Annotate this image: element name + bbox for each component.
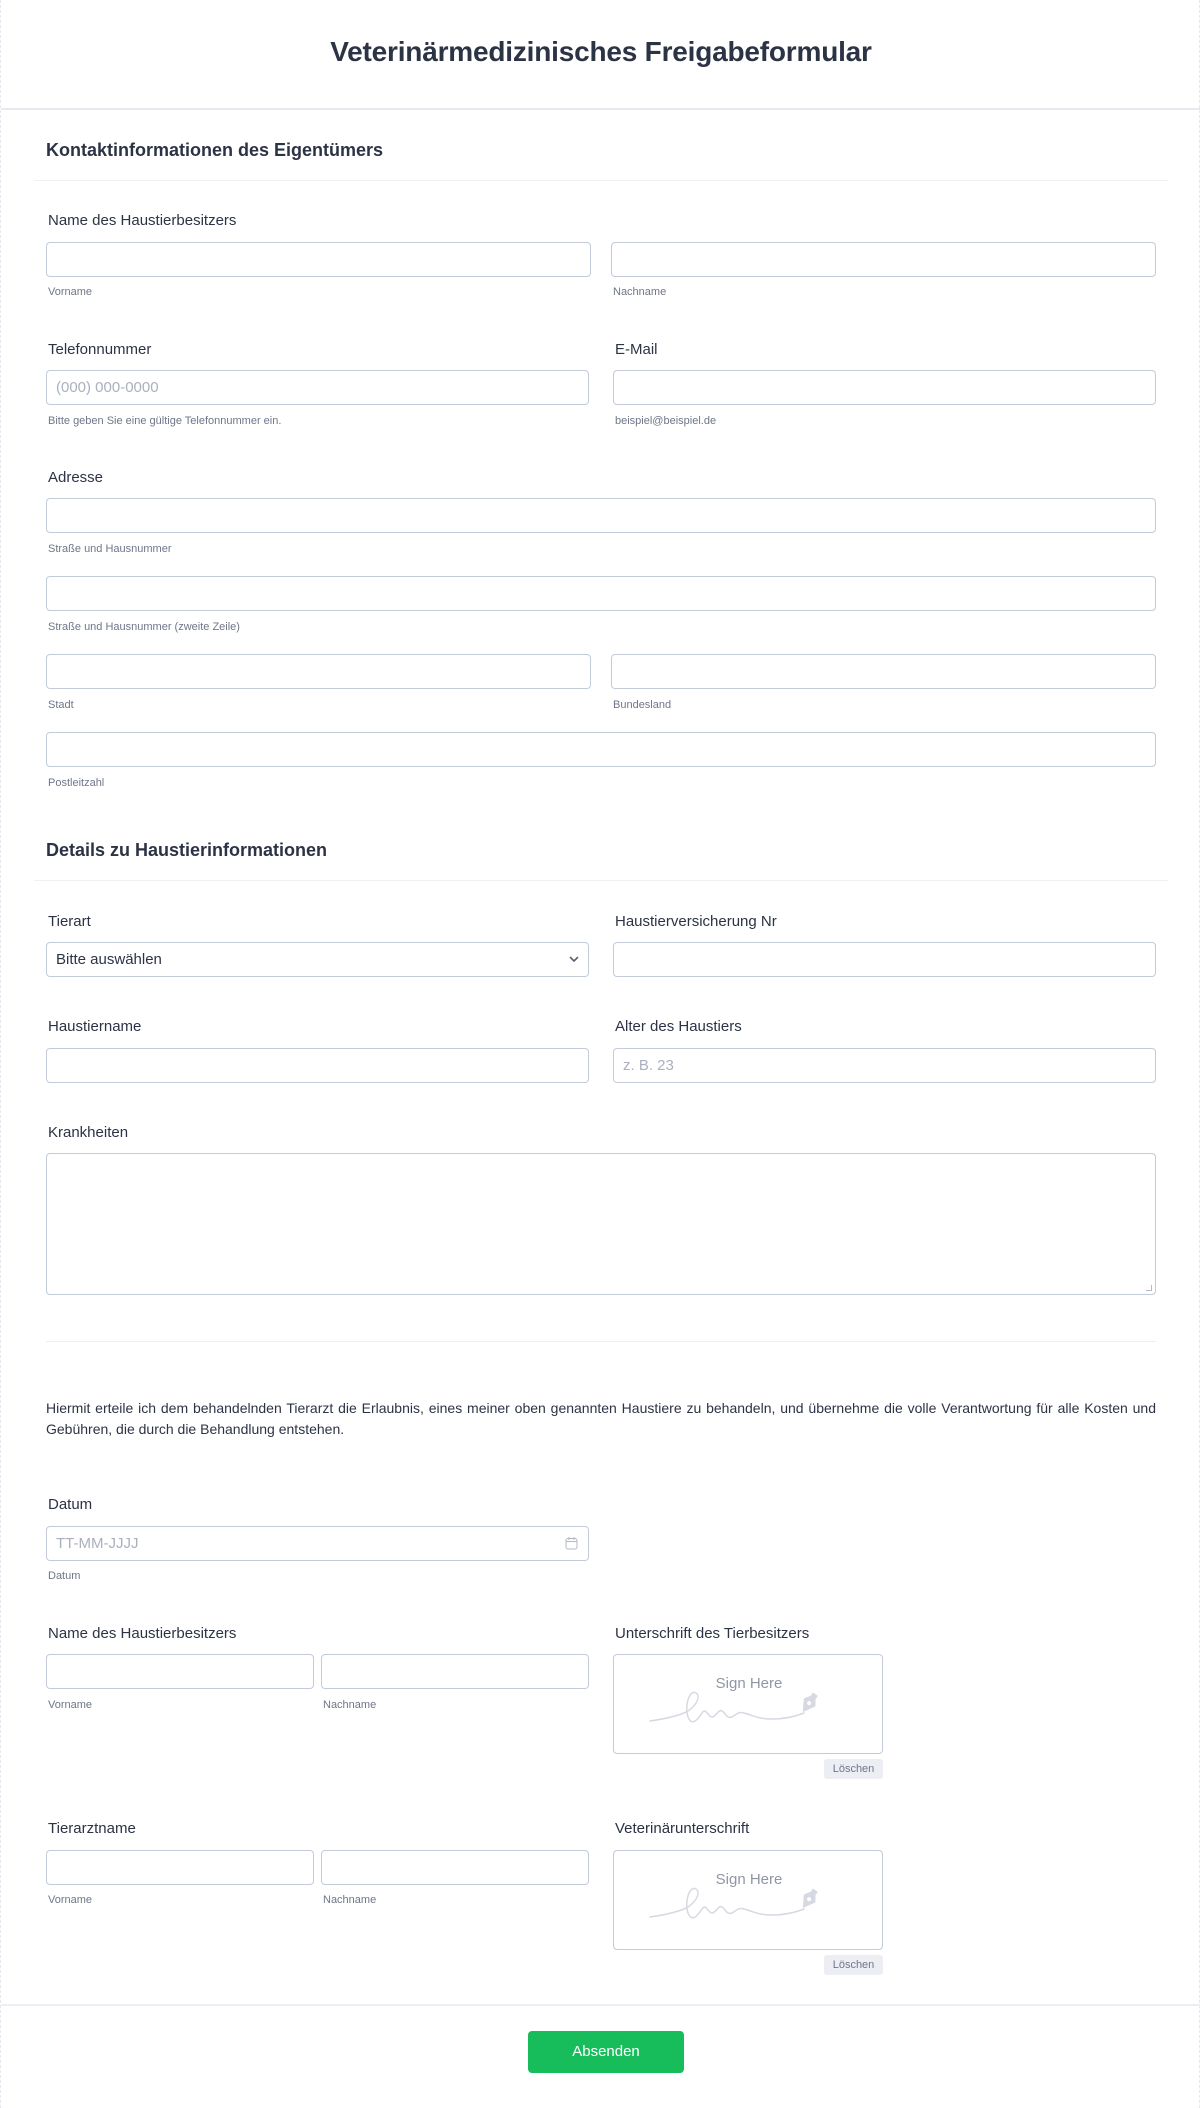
owner-signature-pad[interactable] bbox=[613, 1654, 883, 1754]
section-divider bbox=[34, 880, 1168, 881]
address-label: Adresse bbox=[48, 469, 104, 486]
pet-age-label: Alter des Haustiers bbox=[615, 1018, 742, 1035]
signature-scribble-icon bbox=[644, 1879, 854, 1929]
animal-type-selected: Bitte auswählen bbox=[56, 951, 162, 968]
section-divider bbox=[34, 180, 1168, 181]
animal-type-label: Tierart bbox=[48, 913, 91, 930]
owner-first-name-sublabel: Vorname bbox=[48, 286, 93, 298]
pet-name-input[interactable] bbox=[46, 1048, 589, 1083]
street2-input[interactable] bbox=[46, 576, 1156, 611]
vet-last-name-sublabel: Nachname bbox=[323, 1894, 377, 1906]
owner-name2-label: Name des Haustierbesitzers bbox=[48, 1625, 237, 1642]
submit-button[interactable]: Absenden bbox=[528, 2031, 684, 2073]
insurance-input[interactable] bbox=[613, 942, 1156, 977]
vet-signature-clear-button[interactable]: Löschen bbox=[824, 1955, 883, 1975]
footer-divider bbox=[1, 2004, 1200, 2006]
form-title: Veterinärmedizinisches Freigabeformular bbox=[330, 36, 872, 67]
email-sublabel: beispiel@beispiel.de bbox=[615, 415, 717, 427]
zip-sublabel: Postleitzahl bbox=[48, 777, 105, 789]
phone-label: Telefonnummer bbox=[48, 341, 152, 358]
date-label: Datum bbox=[48, 1496, 93, 1513]
vet-last-name-input[interactable] bbox=[321, 1850, 589, 1885]
illnesses-label: Krankheiten bbox=[48, 1124, 129, 1141]
city-sublabel: Stadt bbox=[48, 699, 74, 711]
section-title-pet: Details zu Haustierinformationen bbox=[46, 840, 328, 860]
street-input[interactable] bbox=[46, 498, 1156, 533]
date-sublabel: Datum bbox=[48, 1570, 81, 1582]
pet-age-input[interactable] bbox=[613, 1048, 1156, 1083]
vet-name-label: Tierarztname bbox=[48, 1820, 136, 1837]
animal-type-select[interactable] bbox=[46, 942, 589, 977]
form-header bbox=[1, 0, 1200, 110]
vet-first-name-sublabel: Vorname bbox=[48, 1894, 93, 1906]
email-input[interactable] bbox=[613, 370, 1156, 405]
date-input[interactable] bbox=[46, 1526, 589, 1561]
phone-sublabel: Bitte geben Sie eine gültige Telefonnummer ein. bbox=[48, 415, 282, 427]
chevron-down-icon bbox=[569, 956, 579, 963]
insurance-label: Haustierversicherung Nr bbox=[615, 913, 777, 930]
consent-text: Hiermit erteile ich dem behandelnden Tierarzt die Erlaubnis, eines meiner oben genannten Haustiere zu behandeln, und übernehme die volle Verantwortung für alle Kosten und Gebühren, die durch die Behandlung entstehen. bbox=[46, 1400, 1156, 1437]
owner-last-name-sublabel: Nachname bbox=[613, 286, 667, 298]
vet-first-name-input[interactable] bbox=[46, 1850, 314, 1885]
owner2-first-name-input[interactable] bbox=[46, 1654, 314, 1689]
owner2-last-name-input[interactable] bbox=[321, 1654, 589, 1689]
signature-scribble-icon bbox=[644, 1683, 854, 1733]
calendar-icon[interactable] bbox=[565, 1536, 578, 1550]
resize-handle-icon[interactable] bbox=[1146, 1285, 1152, 1291]
owner2-last-name-sublabel: Nachname bbox=[323, 1699, 377, 1711]
vet-signature-pad[interactable] bbox=[613, 1850, 883, 1950]
state-sublabel: Bundesland bbox=[613, 699, 672, 711]
owner-signature-label: Unterschrift des Tierbesitzers bbox=[615, 1625, 810, 1642]
city-input[interactable] bbox=[46, 654, 591, 689]
email-label: E-Mail bbox=[615, 341, 658, 358]
street2-sublabel: Straße und Hausnummer (zweite Zeile) bbox=[48, 621, 240, 633]
zip-input[interactable] bbox=[46, 732, 1156, 767]
sign-here-placeholder: Sign Here bbox=[715, 1871, 783, 1888]
state-input[interactable] bbox=[611, 654, 1156, 689]
pet-name-label: Haustiername bbox=[48, 1018, 142, 1035]
street-sublabel: Straße und Hausnummer bbox=[48, 543, 172, 555]
owner-signature-clear-button[interactable]: Löschen bbox=[824, 1759, 883, 1779]
phone-input[interactable] bbox=[46, 370, 589, 405]
vet-signature-label: Veterinärunterschrift bbox=[615, 1820, 750, 1837]
section-title-owner: Kontaktinformationen des Eigentümers bbox=[46, 140, 384, 160]
owner-name-label: Name des Haustierbesitzers bbox=[48, 212, 237, 229]
owner-first-name-input[interactable] bbox=[46, 242, 591, 277]
sign-here-placeholder: Sign Here bbox=[715, 1675, 783, 1692]
illnesses-textarea[interactable] bbox=[46, 1153, 1156, 1295]
content-divider bbox=[46, 1341, 1156, 1342]
owner-last-name-input[interactable] bbox=[611, 242, 1156, 277]
owner2-first-name-sublabel: Vorname bbox=[48, 1699, 93, 1711]
